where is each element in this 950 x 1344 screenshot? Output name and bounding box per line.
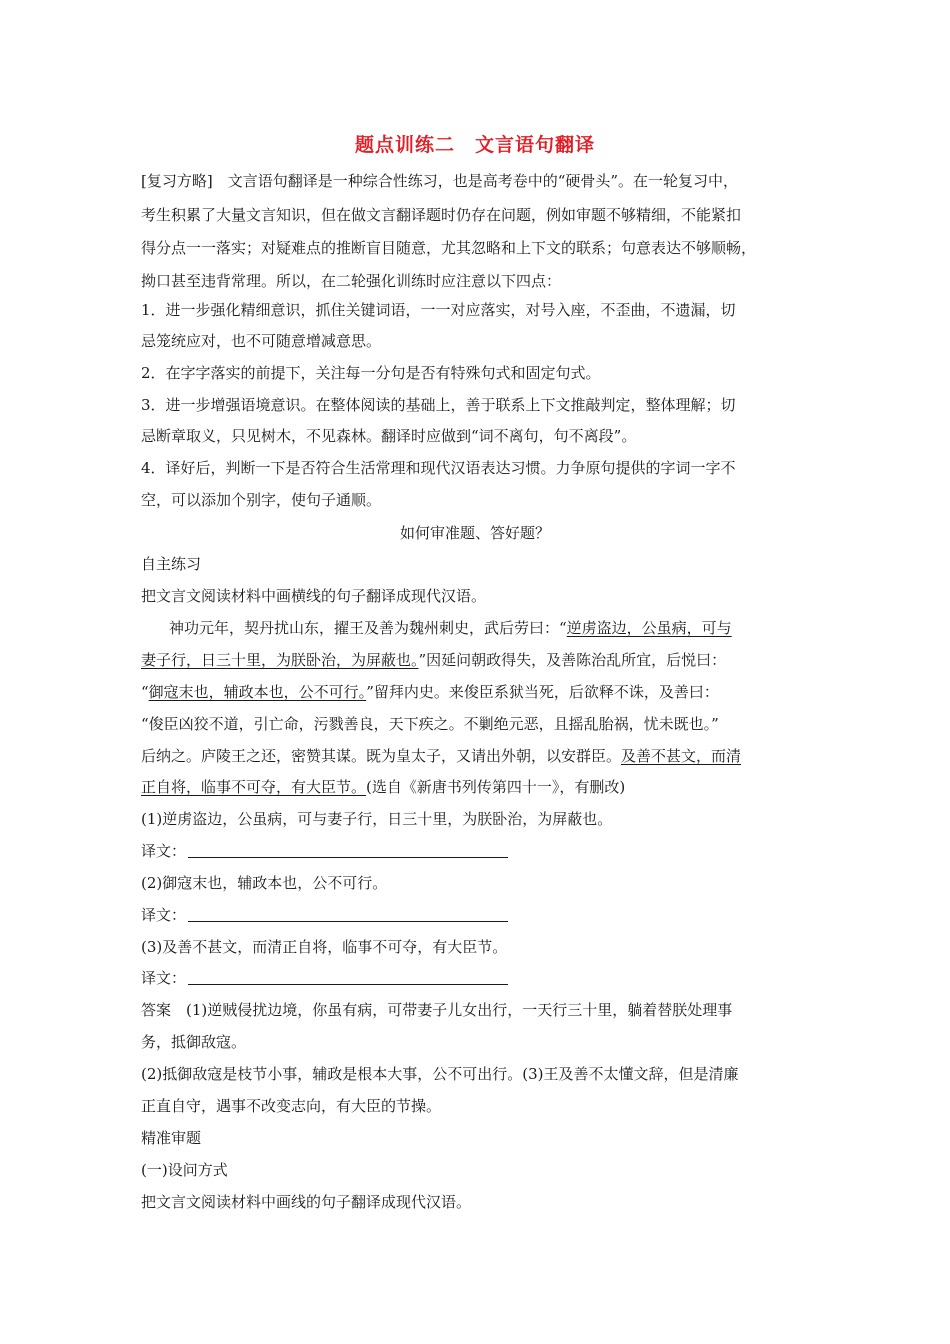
answer-line-2	[141, 905, 508, 925]
page-title: 题点训练二 文言语句翻译	[354, 134, 595, 156]
section-self-practice: 自主练习	[141, 555, 202, 573]
underlined-sentence-3: 正自将，临事不可夺，有大臣节。	[141, 778, 367, 796]
intro-line: 考生积累了大量文言知识，但在做文言翻译题时仍存在问题，例如审题不够精细，不能紧扣	[141, 206, 742, 224]
passage-text: “	[141, 683, 149, 701]
answer-line: 答案 (1)逆贼侵扰边境，你虽有病，可带妻子儿女出行，一天行三十里，躺着替朕处理事	[141, 1001, 733, 1019]
subheading: 如何审准题、答好题？	[399, 524, 550, 542]
subsection-heading: (一)设问方式	[141, 1161, 228, 1179]
passage-text: 后纳之。庐陵王之还，密赞其谋。既为皇太子，又请出外朝，以安群臣。	[141, 747, 622, 765]
answer-line-1	[141, 841, 508, 861]
underlined-sentence-1: 逆虏盗边，公虽病，可与	[566, 619, 732, 637]
answer-line-3	[141, 968, 508, 988]
point-1-cont: 忌笼统应对，也不可随意增减意思。	[141, 332, 382, 350]
passage-line: “俊臣凶狡不道，引亡命，污戮善良，天下疾之。不剿绝元恶，且摇乱胎祸，忧未既也。”	[141, 715, 719, 733]
passage-line	[141, 618, 732, 638]
instruction: 把文言文阅读材料中画横线的句子翻译成现代汉语。	[141, 587, 487, 605]
question-1: (1)逆虏盗边，公虽病，可与妻子行，日三十里，为朕卧治，为屏蔽也。	[141, 810, 613, 828]
point-4: 4．译好后，判断一下是否符合生活常理和现代汉语表达习惯。力争原句提供的字词一字不	[141, 459, 736, 477]
intro-line: 得分点一一落实；对疑难点的推断盲目随意，尤其忽略和上下文的联系；句意表达不够顺畅，	[141, 239, 757, 257]
answer-line: (2)抵御敌寇是枝节小事，辅政是根本大事，公不可出行。(3)王及善不太懂文辞，但是清廉	[141, 1065, 739, 1083]
underlined-sentence-2: 御寇末也，辅政本也，公不可行。	[148, 683, 367, 701]
passage-line	[141, 682, 719, 702]
instruction-2: 把文言文阅读材料中画线的句子翻译成现代汉语。	[141, 1193, 472, 1211]
section-precise: 精准审题	[141, 1129, 202, 1147]
blank-field	[188, 970, 508, 985]
passage-text: ”留拜内史。来俊臣系狱当死，后欲释不诛，及善曰：	[366, 683, 719, 701]
underlined-sentence-3: 及善不甚文，而清	[621, 747, 742, 765]
passage-line	[141, 650, 726, 670]
blank-field	[188, 907, 508, 922]
passage-source: (选自《新唐书列传第四十一》，有删改)	[366, 778, 626, 796]
point-1: 1．进一步强化精细意识，抓住关键词语，一一对应落实，对号入座，不歪曲，不遗漏，切	[141, 301, 736, 319]
point-2: 2．在字字落实的前提下，关注每一分句是否有特殊句式和固定句式。	[141, 364, 601, 382]
translation-label: 译文：	[141, 906, 187, 924]
translation-label: 译文：	[141, 842, 187, 860]
passage-line	[141, 777, 625, 797]
passage-text: ”因延问朝政得失，及善陈治乱所宜，后悦曰：	[418, 651, 727, 669]
underlined-sentence-1: 妻子行，日三十里，为朕卧治，为屏蔽也。	[141, 651, 419, 669]
blank-field	[188, 843, 508, 858]
question-3: (3)及善不甚文，而清正自将，临事不可夺，有大臣节。	[141, 938, 508, 956]
point-4-cont: 空，可以添加个别字，使句子通顺。	[141, 491, 382, 509]
question-2: (2)御寇末也，辅政本也，公不可行。	[141, 874, 388, 892]
intro-line: 拗口甚至违背常理。所以，在二轮强化训练时应注意以下四点：	[141, 272, 562, 290]
passage-text: 神功元年，契丹扰山东，擢王及善为魏州刺史，武后劳曰：“	[169, 619, 567, 637]
answer-line: 务，抵御敌寇。	[141, 1033, 247, 1051]
point-3: 3．进一步增强语境意识。在整体阅读的基础上，善于联系上下文推敲判定，整体理解；切	[141, 396, 736, 414]
passage-line	[141, 746, 741, 766]
point-3-cont: 忌断章取义，只见树木，不见森林。翻译时应做到“词不离句，句不离段”。	[141, 427, 637, 445]
translation-label: 译文：	[141, 969, 187, 987]
answer-line: 正直自守，遇事不改变志向，有大臣的节操。	[141, 1097, 442, 1115]
intro-line: [复习方略] 文言语句翻译是一种综合性练习，也是高考卷中的“硬骨头”。在一轮复习中，	[141, 172, 739, 190]
